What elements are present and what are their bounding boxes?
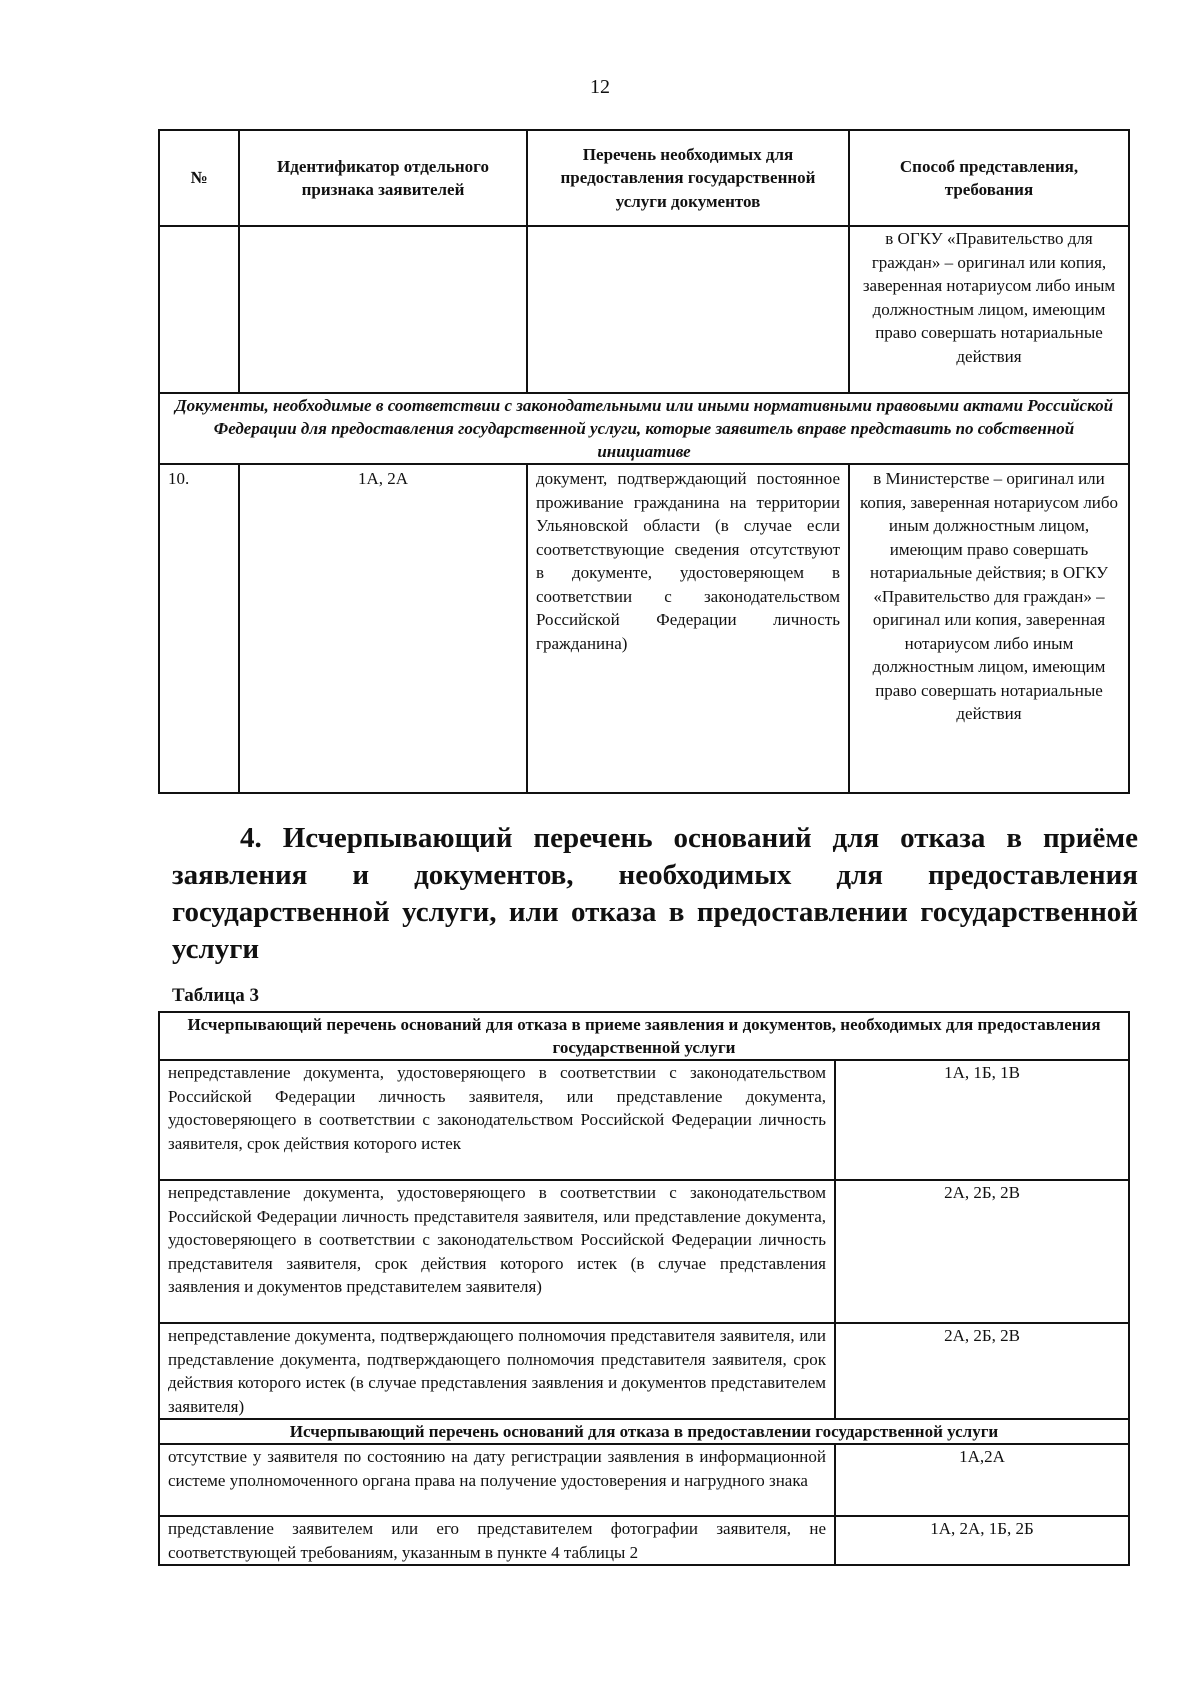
table-row: [159, 226, 1129, 393]
table-header-row: [159, 130, 1129, 226]
table-cell: [527, 226, 849, 393]
table-label: Таблица 3: [172, 985, 260, 1006]
section-title: Исчерпывающий перечень оснований для отказа в предоставлении государственной услуги: [159, 1419, 1129, 1444]
documents-table: [158, 129, 1130, 794]
ground-text: непредставление документа, удостоверяющего в соответствии с законодательством Российской Федерации личность представителя заявителя, или представление документа, удостоверяющего в соответствии с законодательством Российской Федерации личность представителя заявителя, срок действия которого истек (в случае представления заявления и документов представителем заявителя): [159, 1180, 835, 1323]
row-document: документ, подтверждающий постоянное проживание гражданина на территории Ульяновской области (в случае если соответствующие сведения отсутствуют в документе, удостоверяющем в соответствии с законодательством Российской Федерации личность гражданина): [527, 464, 849, 793]
header-method: Способ представления, требования: [849, 130, 1129, 226]
table-section-row: [159, 393, 1129, 464]
table-cell: [239, 226, 527, 393]
table-row: [159, 464, 1129, 793]
section-heading: 4. Исчерпывающий перечень оснований для отказа в приёме заявления и документов, необходимых для предоставления государственной услуги, или отказа в предоставлении государственной услуги: [172, 822, 1138, 965]
table-row: [159, 1444, 1129, 1516]
ground-codes: 1А, 2А, 1Б, 2Б: [835, 1516, 1129, 1565]
refusal-grounds-table: [158, 1011, 1130, 1566]
table-row: [159, 1180, 1129, 1323]
row-number: 10.: [159, 464, 239, 793]
ground-text: представление заявителем или его представителем фотографии заявителя, не соответствующей требованиям, указанным в пункте 4 таблицы 2: [159, 1516, 835, 1565]
table-cell: [159, 226, 239, 393]
ground-codes: 2А, 2Б, 2В: [835, 1180, 1129, 1323]
ground-text: отсутствие у заявителя по состоянию на дату регистрации заявления в информационной системе уполномоченного органа права на получение удостоверения и нагрудного знака: [159, 1444, 835, 1516]
page-number: 12: [590, 76, 610, 98]
table-section-row: [159, 1012, 1129, 1060]
section-title: Исчерпывающий перечень оснований для отказа в приеме заявления и документов, необходимых для предоставления государственной услуги: [159, 1012, 1129, 1060]
ground-text: непредставление документа, удостоверяющего в соответствии с законодательством Российской Федерации личность заявителя, или представление документа, удостоверяющего в соответствии с законодательством Российской Федерации личность заявителя, срок действия которого истек: [159, 1060, 835, 1180]
table-row: [159, 1516, 1129, 1565]
table-row: [159, 1323, 1129, 1419]
header-identifier: Идентификатор отдельного признака заявителей: [239, 130, 527, 226]
row-identifier: 1А, 2А: [239, 464, 527, 793]
ground-codes: 1А,2А: [835, 1444, 1129, 1516]
section-title: Документы, необходимые в соответствии с законодательными или иными нормативными правовыми актами Российской Федерации для предоставления государственной услуги, которые заявитель вправе представить по собственной инициативе: [159, 393, 1129, 464]
header-number: №: [159, 130, 239, 226]
table-row: [159, 1060, 1129, 1180]
row-method: в Министерстве – оригинал или копия, заверенная нотариусом либо иным должностным лицом, имеющим право совершать нотариальные действия; в ОГКУ «Правительство для граждан» – оригинал или копия, заверенная нотариусом либо иным должностным лицом, имеющим право совершать нотариальные действия: [849, 464, 1129, 793]
table-section-row: [159, 1419, 1129, 1444]
ground-codes: 1А, 1Б, 1В: [835, 1060, 1129, 1180]
header-documents: Перечень необходимых для предоставления государственной услуги документов: [527, 130, 849, 226]
ground-codes: 2А, 2Б, 2В: [835, 1323, 1129, 1419]
method-cell: в ОГКУ «Правительство для граждан» – оригинал или копия, заверенная нотариусом либо иным должностным лицом, имеющим право совершать нотариальные действия: [849, 226, 1129, 393]
ground-text: непредставление документа, подтверждающего полномочия представителя заявителя, или представление документа, подтверждающего полномочия представителя заявителя, срок действия которого истек (в случае представления заявления и документов представителем заявителя): [159, 1323, 835, 1419]
